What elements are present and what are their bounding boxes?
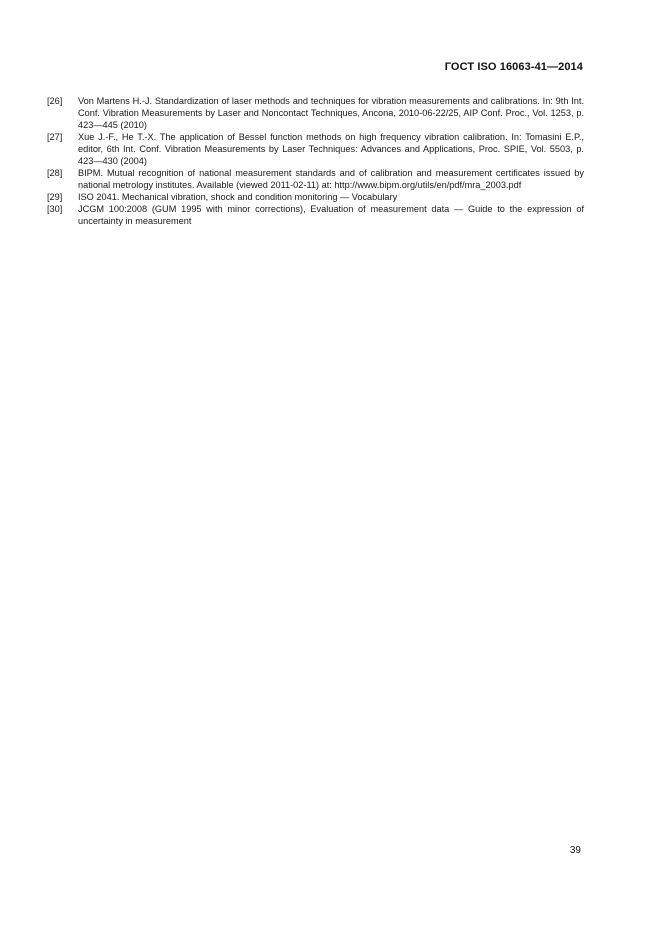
reference-text: Xue J.-F., He T.-X. The application of Bessel function methods on high frequency vibration calibration. In: Tomasini E.P., editor, 6th Int. Conf. Vibration Measurements by Laser Techniques: Advances and Applications, Proc. SPIE, Vol. 5503, p. 423—430 (2004) — [78, 132, 584, 166]
reference-28 — [47, 167, 584, 191]
reference-30 — [47, 203, 584, 227]
reference-number: [29] — [47, 192, 63, 202]
document-header: ГОСТ ISO 16063-41—2014 — [444, 61, 583, 73]
bibliography-list — [47, 95, 584, 227]
reference-number: [26] — [47, 96, 63, 106]
reference-number: [28] — [47, 168, 63, 178]
reference-text: BIPM. Mutual recognition of national measurement standards and of calibration and measurement certificates issued by national metrology institutes. Available (viewed 2011-02-11) at: http://www.bipm.org/utils/en/pdf/mra_2003.pdf — [78, 168, 584, 190]
reference-29 — [47, 191, 584, 203]
reference-text: Von Martens H.-J. Standardization of laser methods and techniques for vibration measurements and calibrations. In: 9th Int. Conf. Vibration Measurements by Laser and Noncontact Techniques, Ancona, 2010-06-22/25, AIP Conf. Proc., Vol. 1253, p. 423—445 (2010) — [78, 96, 584, 130]
reference-text: ISO 2041. Mechanical vibration, shock and condition monitoring — Vocabulary — [78, 192, 398, 202]
reference-27 — [47, 131, 584, 167]
reference-text: JCGM 100:2008 (GUM 1995 with minor corrections), Evaluation of measurement data — Guide to the expression of uncertainty in measurement — [78, 204, 584, 226]
reference-number: [27] — [47, 132, 63, 142]
reference-number: [30] — [47, 204, 63, 214]
page-number: 39 — [569, 845, 581, 856]
reference-26 — [47, 95, 584, 131]
